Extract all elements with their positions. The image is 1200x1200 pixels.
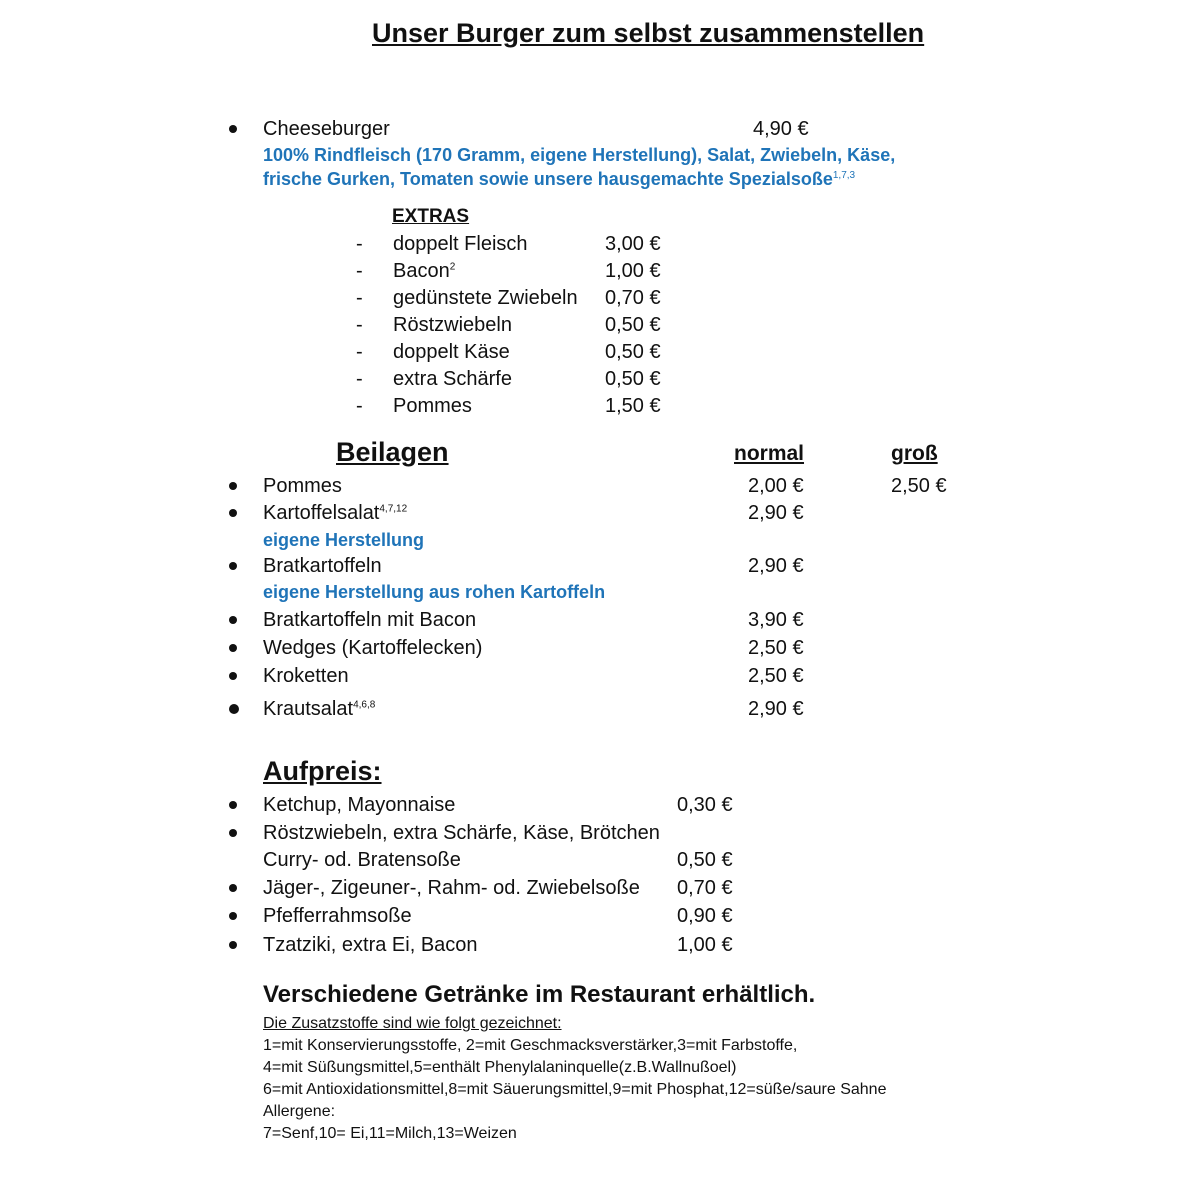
extras-item-price: 0,50 € [605, 314, 661, 336]
aufpreis-item-label: Curry- od. Bratensoße [263, 849, 461, 871]
burger-description-line1: 100% Rindfleisch (170 Gramm, eigene Herstellung), Salat, Zwiebeln, Käse, [263, 145, 896, 165]
allergen-superscript: 4,7,12 [379, 503, 408, 515]
beilagen-item-text: Kartoffelsalat [263, 502, 380, 524]
beilagen-item-label: Kroketten [263, 665, 349, 687]
beilagen-heading: Beilagen [336, 437, 449, 467]
extras-item-text: Bacon [393, 260, 450, 282]
extras-dash: - [356, 368, 363, 390]
allergens-line: 7=Senf,10= Ei,11=Milch,13=Weizen [263, 1125, 517, 1142]
extras-item-label: doppelt Fleisch [393, 233, 528, 255]
extras-item-label: Röstzwiebeln [393, 314, 512, 336]
footnotes-line: 6=mit Antioxidationsmittel,8=mit Säuerungsmittel,9=mit Phosphat,12=süße/saure Sahne [263, 1081, 887, 1098]
bullet-icon [229, 704, 239, 714]
beilagen-item-label: Bratkartoffeln [263, 555, 382, 577]
extras-item-label: doppelt Käse [393, 341, 510, 363]
extras-item-price: 0,50 € [605, 341, 661, 363]
bullet-icon [229, 941, 237, 949]
bullet-icon [229, 482, 237, 490]
allergen-superscript: 4,6,8 [353, 699, 376, 711]
aufpreis-item-price: 1,00 € [677, 934, 733, 956]
allergen-superscript: 1,7,3 [832, 170, 856, 181]
burger-description-text: frische Gurken, Tomaten sowie unsere hausgemachte Spezialsoße [263, 169, 833, 189]
bullet-icon [229, 801, 237, 809]
beilagen-item-note: eigene Herstellung aus rohen Kartoffeln [263, 582, 606, 602]
beilagen-item-label: Wedges (Kartoffelecken) [263, 637, 483, 659]
column-header-normal: normal [734, 442, 805, 465]
aufpreis-item-price: 0,70 € [677, 877, 733, 899]
bullet-icon [229, 829, 237, 837]
aufpreis-item-label: Pfefferrahmsoße [263, 905, 412, 927]
aufpreis-heading: Aufpreis: [263, 756, 382, 786]
beilagen-item-label [263, 697, 375, 721]
beilagen-item-price-gross: 2,50 € [891, 475, 947, 497]
beilagen-item-price-normal: 2,00 € [748, 475, 804, 497]
extras-item-label [393, 259, 455, 283]
beilagen-item-price-normal: 2,90 € [748, 502, 804, 524]
burger-price: 4,90 € [753, 118, 809, 140]
beilagen-item-label: Bratkartoffeln mit Bacon [263, 609, 477, 631]
beilagen-item-price-normal: 3,90 € [748, 609, 804, 631]
burger-description-line2 [263, 167, 855, 191]
extras-item-price: 0,70 € [605, 287, 661, 309]
extras-dash: - [356, 395, 363, 417]
allergens-heading: Allergene: [263, 1103, 336, 1120]
column-header-gross: groß [891, 442, 938, 465]
beilagen-item-text: Krautsalat [263, 698, 354, 720]
beilagen-item-price-normal: 2,90 € [748, 555, 804, 577]
aufpreis-item-price: 0,90 € [677, 905, 733, 927]
beilagen-item-label [263, 501, 407, 525]
beilagen-item-label: Pommes [263, 475, 342, 497]
extras-item-label: Pommes [393, 395, 472, 417]
footnotes-line: 4=mit Süßungsmittel,5=enthält Phenylalaninquelle(z.B.Wallnußoel) [263, 1059, 737, 1076]
footnotes-line: 1=mit Konservierungsstoffe, 2=mit Geschmacksverstärker,3=mit Farbstoffe, [263, 1037, 798, 1054]
aufpreis-item-label: Röstzwiebeln, extra Schärfe, Käse, Brötchen [263, 822, 660, 844]
beilagen-item-price-normal: 2,90 € [748, 698, 804, 720]
bullet-icon [229, 884, 237, 892]
extras-item-price: 1,50 € [605, 395, 661, 417]
aufpreis-item-price: 0,30 € [677, 794, 733, 816]
beilagen-item-note: eigene Herstellung [263, 530, 425, 550]
extras-item-price: 0,50 € [605, 368, 661, 390]
beilagen-item-price-normal: 2,50 € [748, 637, 804, 659]
footnotes-heading: Die Zusatzstoffe sind wie folgt gezeichnet: [263, 1015, 562, 1032]
aufpreis-item-price: 0,50 € [677, 849, 733, 871]
extras-dash: - [356, 314, 363, 336]
bullet-icon [229, 125, 237, 133]
extras-item-label: gedünstete Zwiebeln [393, 287, 578, 309]
bullet-icon [229, 509, 237, 517]
extras-dash: - [356, 341, 363, 363]
extras-dash: - [356, 287, 363, 309]
extras-heading: EXTRAS [392, 206, 470, 227]
bullet-icon [229, 912, 237, 920]
bullet-icon [229, 672, 237, 680]
drinks-note: Verschiedene Getränke im Restaurant erhältlich. [263, 981, 816, 1008]
aufpreis-item-label: Jäger-, Zigeuner-, Rahm- od. Zwiebelsoße [263, 877, 640, 899]
burger-name: Cheeseburger [263, 118, 390, 140]
allergen-superscript: 2 [449, 261, 456, 273]
extras-item-price: 1,00 € [605, 260, 661, 282]
aufpreis-item-label: Ketchup, Mayonnaise [263, 794, 456, 816]
beilagen-item-price-normal: 2,50 € [748, 665, 804, 687]
aufpreis-item-label: Tzatziki, extra Ei, Bacon [263, 934, 478, 956]
page-title: Unser Burger zum selbst zusammenstellen [372, 18, 925, 48]
extras-item-price: 3,00 € [605, 233, 661, 255]
bullet-icon [229, 644, 237, 652]
extras-item-label: extra Schärfe [393, 368, 512, 390]
extras-dash: - [356, 260, 363, 282]
extras-dash: - [356, 233, 363, 255]
bullet-icon [229, 562, 237, 570]
bullet-icon [229, 616, 237, 624]
